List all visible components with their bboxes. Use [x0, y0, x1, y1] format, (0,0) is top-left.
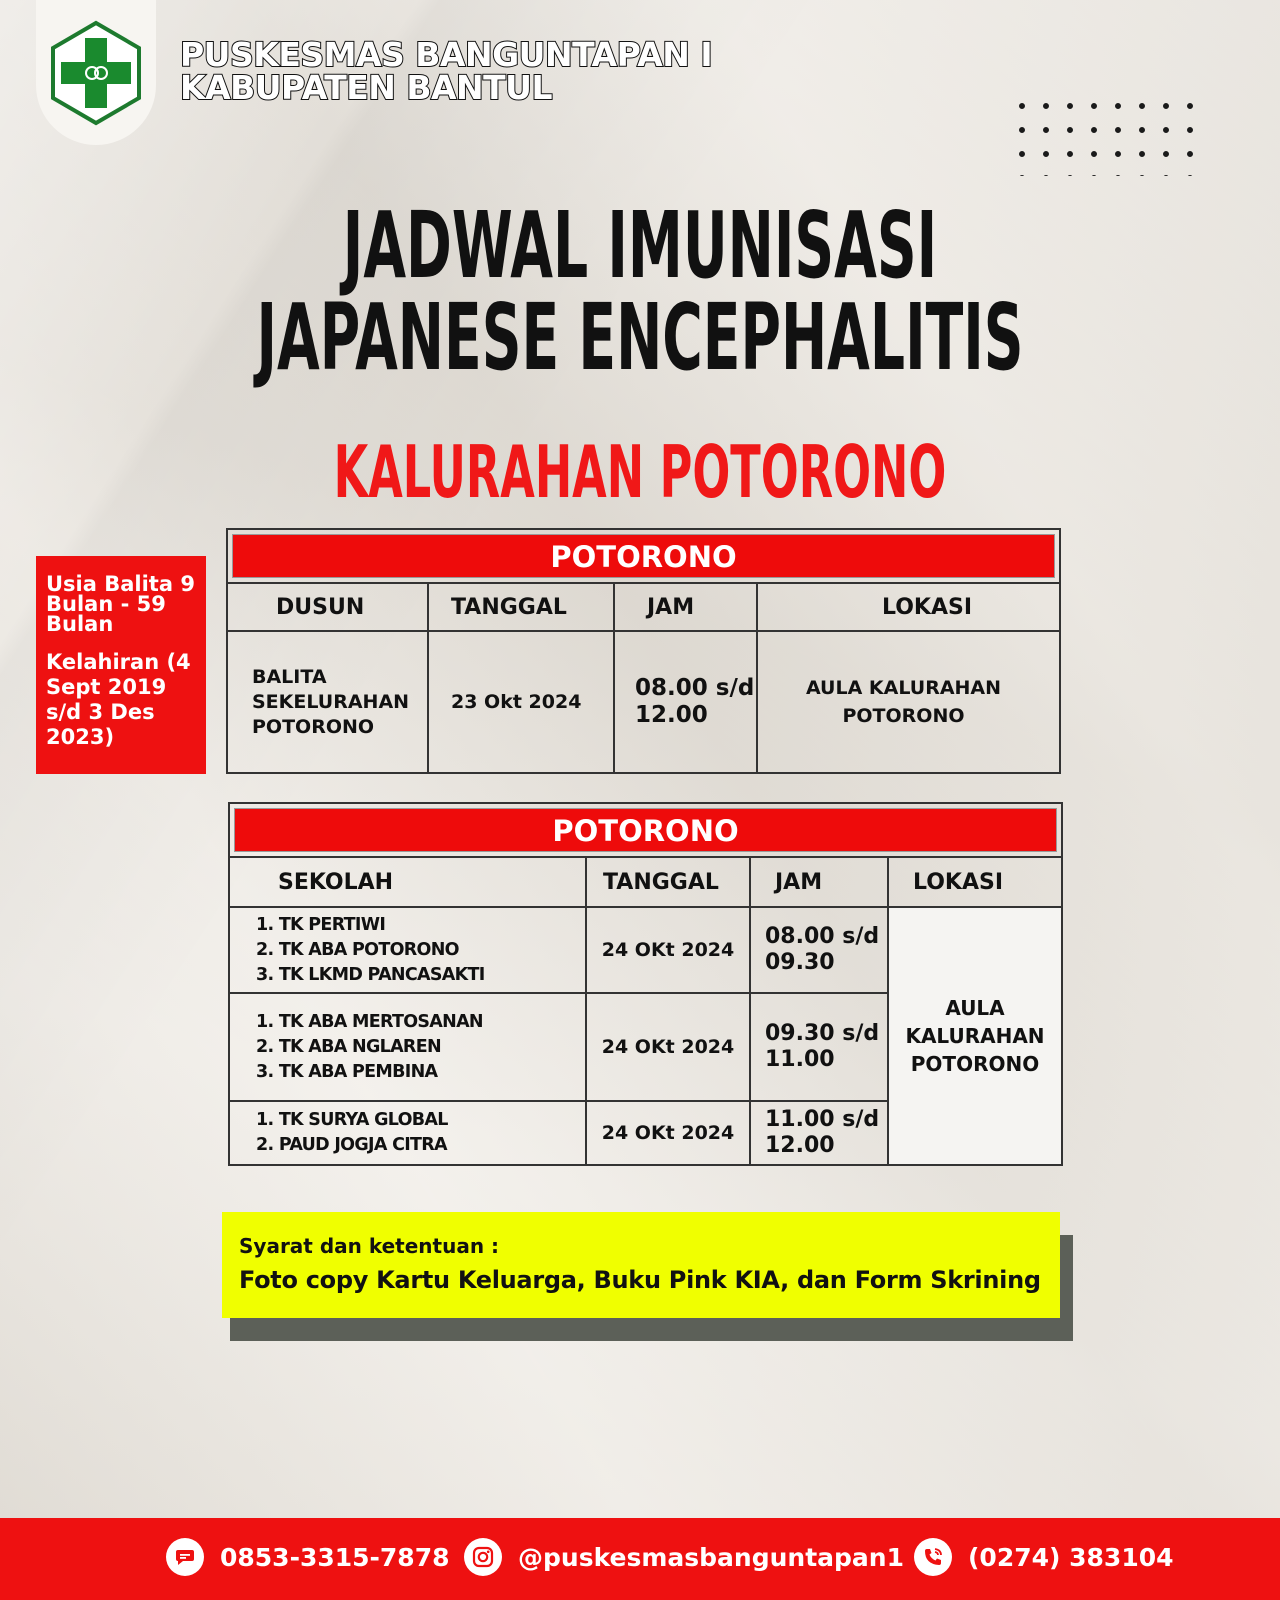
schedule-table-dusun — [226, 528, 1061, 774]
table-band-title: POTORONO — [232, 534, 1055, 578]
requirements-box — [222, 1212, 1060, 1318]
header-sekolah: SEKOLAH — [229, 857, 586, 907]
org-line-1: PUSKESMAS BANGUNTAPAN I — [180, 35, 713, 74]
header-jam: JAM — [614, 583, 757, 631]
instagram-icon — [464, 1538, 502, 1576]
header-lokasi: LOKASI — [888, 857, 1062, 907]
list-item: 2. TK ABA POTORONO — [256, 939, 459, 960]
table-row — [229, 907, 1062, 993]
cell-jam: 11.00 s/d 12.00 — [750, 1101, 888, 1165]
cell-jam: 08.00 s/d 12.00 — [614, 631, 757, 773]
footer-contact-bar — [0, 1518, 1280, 1600]
cell-lokasi: AULA KALURAHAN POTORONO — [888, 907, 1062, 1165]
cell-lokasi: AULA KALURAHAN POTORONO — [757, 631, 1060, 773]
decorative-dots — [1010, 94, 1210, 176]
list-item: 1. TK SURYA GLOBAL — [256, 1110, 448, 1130]
table-band-title: POTORONO — [234, 808, 1057, 852]
header-tanggal: TANGGAL — [586, 857, 750, 907]
cell-tanggal: 24 OKt 2024 — [586, 993, 750, 1101]
logo-badge — [36, 0, 156, 145]
cell-tanggal: 23 Okt 2024 — [428, 631, 614, 773]
phone-call-icon — [914, 1538, 952, 1576]
header-tanggal: TANGGAL — [428, 583, 614, 631]
school-list — [230, 1010, 585, 1085]
table-band-row — [229, 803, 1062, 857]
chat-icon — [166, 1538, 204, 1576]
table-row — [227, 631, 1060, 773]
cell-jam: 09.30 s/d 11.00 — [750, 993, 888, 1101]
header-jam: JAM — [750, 857, 888, 907]
telephone-number: (0274) 383104 — [968, 1542, 1174, 1572]
cell-schools — [229, 1101, 586, 1165]
birth-range: Kelahiran (4 Sept 2019 s/d 3 Des 2023) — [46, 650, 191, 749]
list-item: 3. TK ABA PEMBINA — [256, 1061, 438, 1082]
subtitle-kalurahan: KALURAHAN POTORONO — [333, 430, 947, 514]
footer-telephone[interactable] — [914, 1538, 1174, 1576]
footer-phone[interactable] — [166, 1538, 450, 1576]
requirements-label: Syarat dan ketentuan : — [239, 1234, 500, 1258]
cell-tanggal: 24 OKt 2024 — [586, 1101, 750, 1165]
list-item: 1. TK ABA MERTOSANAN — [256, 1011, 483, 1032]
cell-jam: 08.00 s/d 09.30 — [750, 907, 888, 993]
phone-number: 0853-3315-7878 — [220, 1542, 450, 1572]
header-dusun: DUSUN — [227, 583, 428, 631]
cell-dusun: BALITA SEKELURAHAN POTORONO — [227, 631, 428, 773]
page-title-line-1: JADWAL IMUNISASI — [342, 192, 938, 299]
list-item: 3. TK LKMD PANCASAKTI — [256, 964, 485, 985]
puskesmas-cross-logo-icon — [48, 20, 144, 126]
schedule-table-sekolah — [228, 802, 1063, 1166]
cell-schools — [229, 907, 586, 993]
cell-schools — [229, 993, 586, 1101]
table-band-row — [227, 529, 1060, 583]
org-line-2: KABUPATEN BANTUL — [180, 68, 552, 107]
requirements-text: Foto copy Kartu Keluarga, Buku Pink KIA, dan Form Skrining — [239, 1266, 1041, 1294]
cell-tanggal: 24 OKt 2024 — [586, 907, 750, 993]
age-range: Usia Balita 9 Bulan - 59 Bulan — [46, 572, 195, 636]
list-item: 2. PAUD JOGJA CITRA — [256, 1135, 447, 1155]
table-header-row — [227, 583, 1060, 631]
footer-instagram[interactable] — [464, 1538, 904, 1576]
list-item: 1. TK PERTIWI — [256, 914, 386, 935]
instagram-handle: @puskesmasbanguntapan1 — [518, 1542, 904, 1572]
list-item: 2. TK ABA NGLAREN — [256, 1036, 441, 1057]
age-badge — [36, 556, 206, 774]
table-header-row — [229, 857, 1062, 907]
page-title-line-2: JAPANESE ENCEPHALITIS — [256, 284, 1024, 391]
organization-name — [180, 35, 713, 107]
school-list — [230, 913, 585, 988]
header-lokasi: LOKASI — [757, 583, 1060, 631]
school-list — [230, 1108, 585, 1158]
